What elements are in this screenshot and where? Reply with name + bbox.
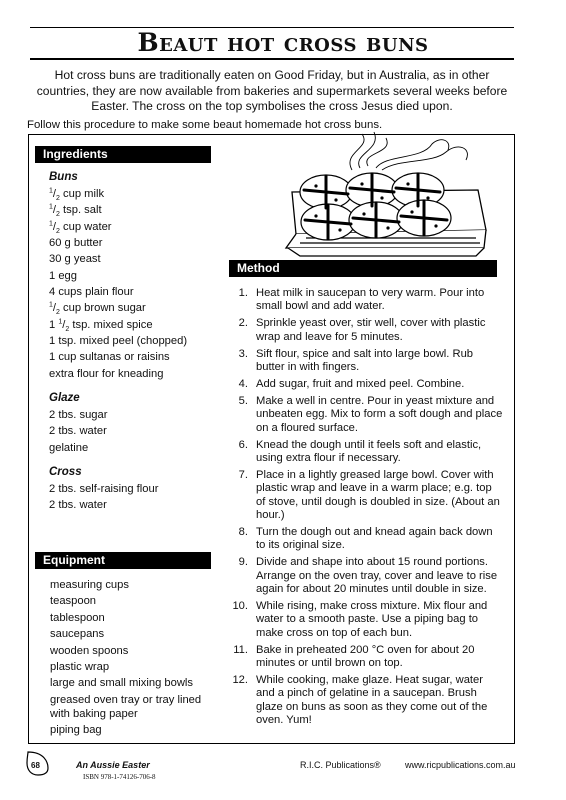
equipment-item: teaspoon — [50, 595, 97, 608]
fraction-slash: / — [52, 302, 57, 315]
buns-ingredient-list — [49, 186, 187, 382]
fraction-denominator: 2 — [65, 325, 70, 333]
cross-subheading: Cross — [49, 466, 82, 478]
step-text: Add sugar, fruit and mixed peel. Combine. — [256, 377, 465, 390]
step-number: 7. — [238, 468, 248, 481]
ingredient-text: 4 cups plain flour — [49, 286, 134, 299]
buns-subheading: Buns — [49, 171, 78, 183]
fraction-slash: / — [62, 318, 66, 331]
fraction-slash: / — [52, 204, 57, 217]
equipment-item: plastic wrap — [50, 660, 110, 673]
fraction-slash: / — [52, 220, 57, 233]
page-title: Beaut hot cross buns — [137, 28, 429, 57]
step-number: 10. — [232, 600, 248, 613]
step-text: Place in a lightly greased large bowl. Cover with plastic wrap and leave in a warm place; e.g. top of stove, until dough is doubled in size. (About an hour.) — [256, 468, 500, 522]
ingredient-text: 1 egg — [49, 269, 77, 282]
ingredients-heading: Ingredients — [35, 146, 211, 163]
step-number: 9. — [238, 556, 248, 569]
ingredient-item — [49, 202, 187, 218]
method-step — [229, 439, 504, 466]
glaze-item: 2 tbs. water — [49, 425, 107, 438]
step-text: Heat milk in saucepan to very warm. Pour into small bowl and add water. — [256, 287, 485, 313]
ingredient-item — [49, 300, 187, 316]
equipment-list — [50, 578, 220, 740]
method-step — [229, 644, 504, 671]
method-heading: Method — [229, 260, 497, 277]
equipment-item: saucepans — [50, 628, 105, 641]
fraction — [49, 187, 60, 203]
fraction-numerator: 1 — [49, 301, 53, 309]
equipment-item: greased oven tray or tray lined with baking paper — [50, 693, 202, 720]
hot-cross-buns-illustration — [282, 130, 494, 265]
fraction — [49, 221, 60, 233]
fraction-numerator: 1 — [58, 318, 63, 326]
fraction-slash: / — [52, 188, 57, 200]
glaze-ingredient-list — [49, 407, 107, 456]
isbn: ISBN 978-1-74126-706-8 — [83, 773, 156, 781]
method-step — [229, 674, 504, 728]
ingredient-item — [49, 186, 187, 202]
ingredient-item — [49, 219, 187, 235]
glaze-subheading: Glaze — [49, 392, 80, 404]
step-number: 6. — [238, 438, 248, 451]
step-text: Knead the dough until it feels soft and elastic, using extra flour if necessary. — [256, 438, 482, 464]
ingredient-text: cup water — [59, 220, 112, 233]
equipment-heading: Equipment — [35, 552, 211, 569]
cross-item: 2 tbs. water — [49, 499, 107, 512]
step-text: Bake in preheated 200 °C oven for about 20 minutes or until brown on top. — [256, 643, 475, 670]
step-text: Sprinkle yeast over, stir well, cover with plastic wrap and leave for 5 minutes. — [256, 317, 486, 343]
equipment-item: measuring cups — [50, 579, 129, 591]
book-title: An Aussie Easter — [76, 760, 150, 770]
page-number: 68 — [31, 761, 40, 770]
step-text: Make a well in centre. Pour in yeast mixture and unbeaten egg. Mix to form a soft dough and place on a floured surface. — [256, 394, 503, 434]
step-number: 11. — [233, 643, 248, 656]
ingredient-item — [49, 268, 187, 284]
step-number: 8. — [238, 526, 248, 538]
equipment-item: large and small mixing bowls — [50, 677, 194, 690]
ingredient-text: cup brown sugar — [59, 302, 146, 315]
fraction-numerator: 1 — [49, 203, 53, 211]
method-steps — [229, 287, 504, 731]
fraction-denominator: 2 — [56, 211, 60, 219]
glaze-item: gelatine — [49, 441, 89, 454]
fraction-numerator: 1 — [49, 187, 53, 195]
ingredient-text: 1 tsp. mixed peel (chopped) — [49, 335, 188, 348]
cross-ingredient-list — [49, 481, 158, 514]
method-step — [229, 348, 504, 375]
step-text: Divide and shape into about 15 round portions. Arrange on the oven tray, cover and leave to rise again for about 20 minutes until double in size. — [256, 556, 498, 596]
fraction-denominator: 2 — [56, 195, 60, 203]
fraction-numerator: 1 — [49, 219, 53, 227]
glaze-item: 2 tbs. sugar — [49, 409, 108, 421]
ingredient-item — [49, 333, 187, 349]
ingredient-item — [49, 349, 187, 365]
method-step — [229, 317, 504, 344]
method-step — [229, 526, 504, 553]
ingredient-text: extra flour for kneading — [49, 367, 164, 380]
publisher-url: www.ricpublications.com.au — [405, 760, 516, 770]
step-number: 1. — [238, 287, 248, 299]
method-step — [229, 395, 504, 435]
step-text: Turn the dough out and knead again back down to its original size. — [256, 526, 493, 552]
equipment-item: tablespoon — [50, 611, 105, 624]
method-step — [229, 287, 504, 314]
cross-item: 2 tbs. self-raising flour — [49, 483, 159, 495]
ingredient-text: cup milk — [59, 188, 105, 200]
fraction — [49, 301, 60, 317]
method-step — [229, 378, 504, 391]
ingredient-item — [49, 317, 187, 333]
ingredient-item — [49, 235, 187, 251]
ingredient-item — [49, 251, 187, 267]
equipment-item: wooden spoons — [50, 644, 129, 657]
title-underline — [30, 58, 514, 60]
steam-line — [350, 132, 468, 170]
ingredient-text: 30 g yeast — [49, 253, 101, 266]
method-step — [229, 600, 504, 640]
step-text: While rising, make cross mixture. Mix flour and water to a smooth paste. Use a piping bag to make cross on top of each bun. — [256, 600, 488, 639]
ingredient-item — [49, 284, 187, 300]
method-step — [229, 469, 504, 523]
fraction-denominator: 2 — [56, 309, 60, 317]
fraction — [58, 319, 69, 331]
fraction — [49, 203, 60, 219]
intro-paragraph: Hot cross buns are traditionally eaten on Good Friday, but in Australia, as in other countries, they are now available from bakeries and supermarkets several weeks before Easter. The cross on the top symbolises the cross Jesus died upon. — [36, 68, 508, 113]
step-number: 2. — [238, 317, 248, 330]
equipment-item: piping bag — [50, 724, 102, 737]
ingredient-text: tsp. salt — [59, 204, 102, 217]
whole-number: 1 — [49, 318, 59, 331]
ingredient-item — [49, 366, 187, 382]
ingredient-text: 1 cup sultanas or raisins — [49, 351, 170, 364]
publisher-name: R.I.C. Publications® — [300, 760, 381, 770]
fraction-denominator: 2 — [56, 227, 60, 235]
step-number: 12. — [232, 674, 248, 687]
step-number: 4. — [238, 377, 248, 390]
follow-instruction: Follow this procedure to make some beaut homemade hot cross buns. — [27, 119, 383, 131]
step-text: Sift flour, spice and salt into large bowl. Rub butter in with fingers. — [256, 347, 474, 374]
step-number: 3. — [238, 347, 248, 360]
ingredient-text: 60 g butter — [49, 237, 103, 250]
method-step — [229, 556, 504, 596]
step-text: While cooking, make glaze. Heat sugar, water and a pinch of gelatine in a saucepan. Brush glaze on buns as soon as they come out of the oven. Yum! — [256, 674, 488, 727]
ingredient-text: tsp. mixed spice — [69, 318, 153, 331]
step-number: 5. — [238, 394, 248, 407]
